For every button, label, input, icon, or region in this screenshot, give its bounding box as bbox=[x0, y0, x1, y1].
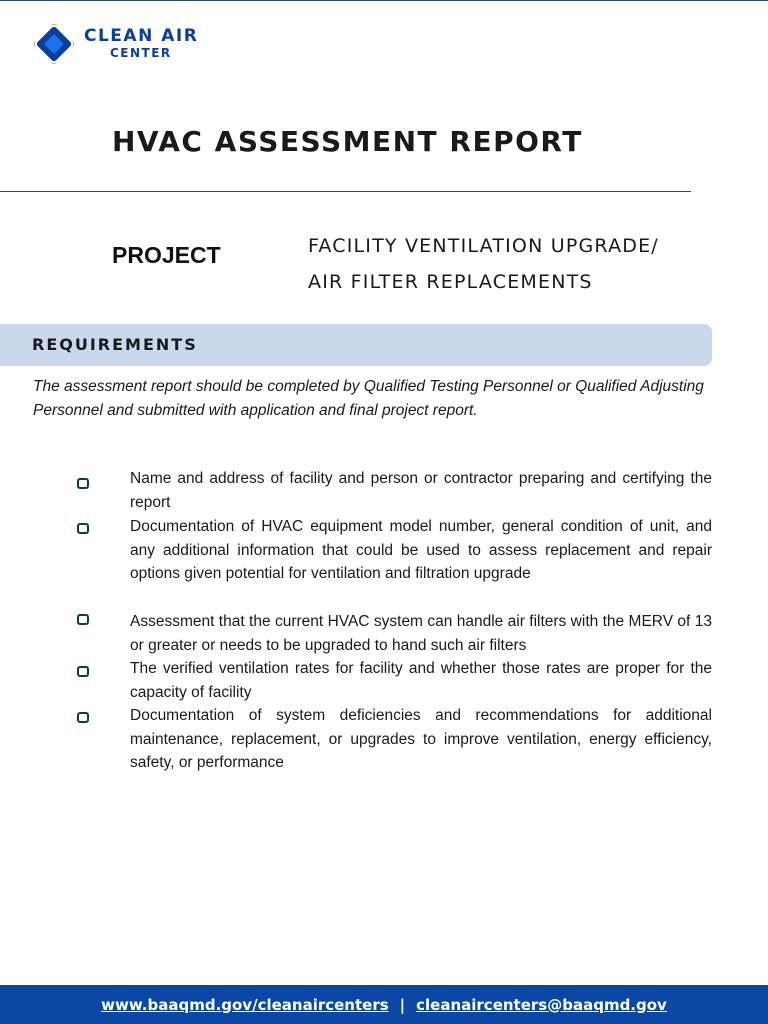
checkbox[interactable] bbox=[77, 478, 89, 489]
top-rule bbox=[0, 0, 768, 1]
brand-name: CLEAN AIR bbox=[84, 26, 199, 46]
footer-bar bbox=[0, 985, 768, 1024]
project-line: AIR FILTER REPLACEMENTS bbox=[308, 271, 593, 293]
website-link[interactable]: www.baaqmd.gov/cleanaircenters bbox=[101, 995, 389, 1014]
diamond-logo-icon bbox=[31, 21, 77, 67]
checklist-item-text: Documentation of system deficiencies and recommendations for additional maintenance, replacement, or upgrades to improve ventilation, energy efficiency, safety, or performance bbox=[130, 707, 712, 772]
checklist-item-text: The verified ventilation rates for facility and whether those rates are proper for the capacity of facility bbox=[130, 660, 712, 701]
footer-separator: | bbox=[399, 995, 406, 1014]
project-line: FACILITY VENTILATION UPGRADE/ bbox=[308, 235, 659, 257]
project-label: PROJECT bbox=[112, 242, 221, 268]
project-name bbox=[308, 228, 659, 300]
title-divider bbox=[0, 191, 691, 192]
email-link[interactable]: cleanaircenters@baaqmd.gov bbox=[416, 995, 667, 1014]
requirements-banner bbox=[0, 324, 712, 366]
brand bbox=[84, 26, 198, 60]
checklist-item-text: Name and address of facility and person or contractor preparing and certifying the report bbox=[130, 470, 712, 511]
checklist-item-text: Documentation of HVAC equipment model number, general condition of unit, and any additional information that could be used to assess replacement and repair options given potential for ventilation and filtration upgrade bbox=[130, 518, 712, 583]
brand-subtitle: CENTER bbox=[110, 46, 172, 60]
requirements-intro: The assessment report should be completed by Qualified Testing Personnel or Qualified Adjusting Personnel and submitted with application and final project report. bbox=[33, 378, 704, 419]
checkbox[interactable] bbox=[77, 523, 89, 534]
checkbox[interactable] bbox=[77, 614, 89, 625]
checkbox[interactable] bbox=[77, 666, 89, 677]
checklist-item-text: Assessment that the current HVAC system can handle air filters with the MERV of 13 or greater or needs to be upgraded to hand such air filters bbox=[130, 613, 712, 654]
requirements-heading: REQUIREMENTS bbox=[32, 335, 198, 354]
checkbox[interactable] bbox=[77, 712, 89, 723]
page-title: HVAC ASSESSMENT REPORT bbox=[112, 125, 583, 158]
